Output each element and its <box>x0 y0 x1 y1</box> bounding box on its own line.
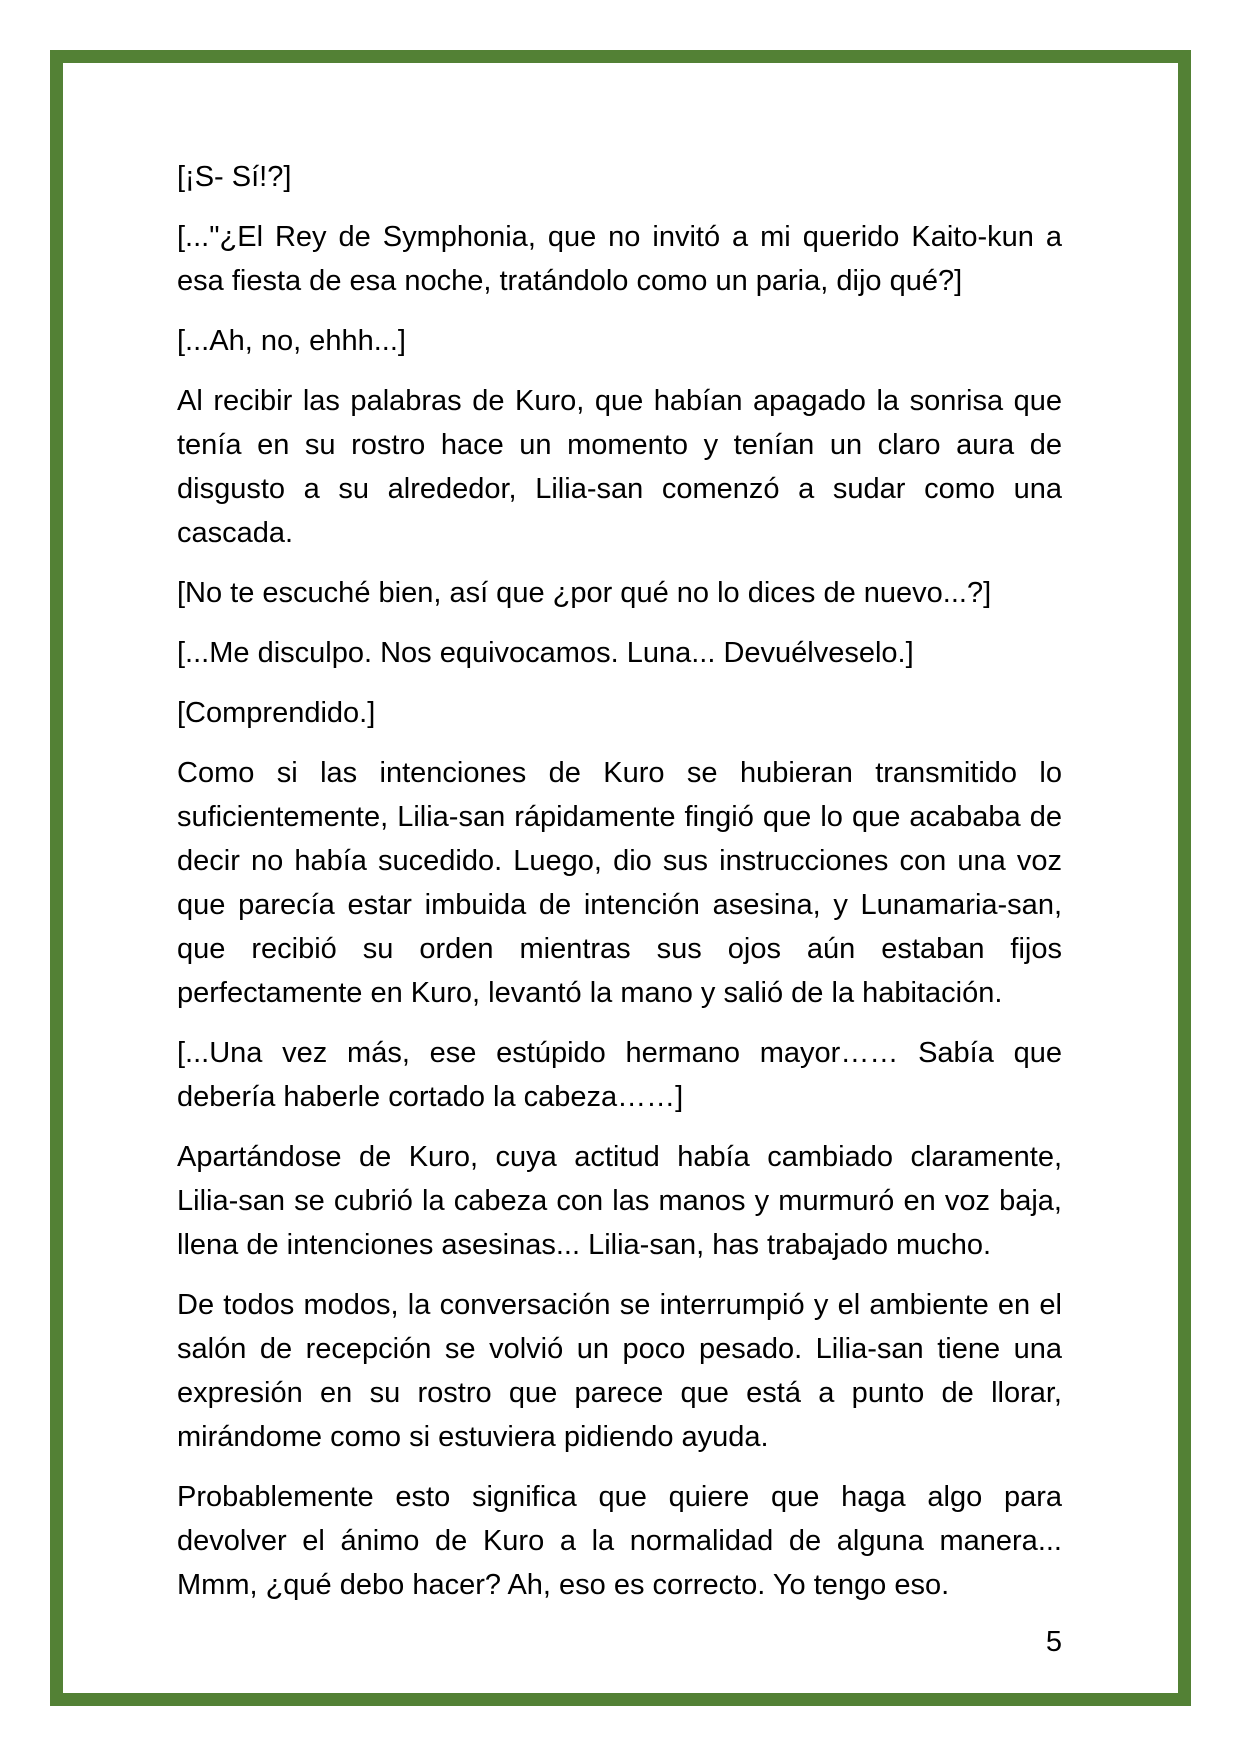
paragraph: Probablemente esto significa que quiere que haga algo para devolver el ánimo de Kuro a la normalidad de alguna manera... Mmm, ¿qué debo hacer? Ah, eso es correcto. Yo tengo eso. <box>177 1481 1062 1601</box>
paragraph: [...Una vez más, ese estúpido hermano mayor…… Sabía que debería haberle cortado la cabeza……] <box>177 1037 1062 1113</box>
paragraph: [..."¿El Rey de Symphonia, que no invitó a mi querido Kaito-kun a esa fiesta de esa noche, tratándolo como un paria, dijo qué?] <box>177 221 1062 297</box>
paragraph: [Comprendido.] <box>177 697 376 729</box>
document-text <box>177 155 1062 1623</box>
paragraph: Al recibir las palabras de Kuro, que habían apagado la sonrisa que tenía en su rostro hace un momento y tenían un claro aura de disgusto a su alrededor, Lilia-san comenzó a sudar como una cascada. <box>177 385 1062 549</box>
paragraph: [...Ah, no, ehhh...] <box>177 325 406 357</box>
paragraph: Apartándose de Kuro, cuya actitud había cambiado claramente, Lilia-san se cubrió la cabeza con las manos y murmuró en voz baja, llena de intenciones asesinas... Lilia-san, has trabajado mucho. <box>177 1141 1062 1261</box>
paragraph: Como si las intenciones de Kuro se hubieran transmitido lo suficientemente, Lilia-san rápidamente fingió que lo que acababa de decir no había sucedido. Luego, dio sus instrucciones con una voz que parecía estar imbuida de intención asesina, y Lunamaria-san, que recibió su orden mientras sus ojos aún estaban fijos perfectamente en Kuro, levantó la mano y salió de la habitación. <box>177 757 1062 1009</box>
page-number: 5 <box>1045 1626 1062 1658</box>
paragraph: [No te escuché bien, así que ¿por qué no lo dices de nuevo...?] <box>177 577 992 609</box>
paragraph: [...Me disculpo. Nos equivocamos. Luna... Devuélveselo.] <box>177 637 914 669</box>
paragraph: De todos modos, la conversación se interrumpió y el ambiente en el salón de recepción se volvió un poco pesado. Lilia-san tiene una expresión en su rostro que parece que está a punto de llorar, mirándome como si estuviera pidiendo ayuda. <box>177 1289 1062 1453</box>
paragraph: [¡S- Sí!?] <box>177 161 292 193</box>
